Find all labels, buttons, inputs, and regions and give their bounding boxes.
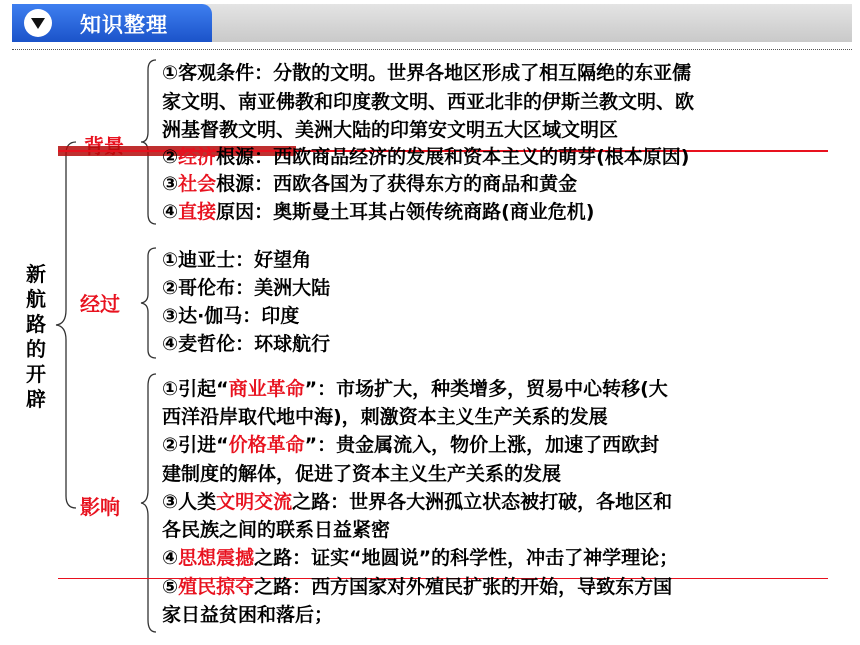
keyword-text: 经济 <box>178 146 217 168</box>
line-text: ”：贵金属流入，物价上涨，加速了西欧封 <box>304 434 660 456</box>
line-text: ⑤ <box>162 576 179 598</box>
line-text: 之路：西方国家对外殖民扩张的开始，导致东方国 <box>254 576 673 598</box>
keyword-text: 价格革命 <box>228 434 305 456</box>
process-line: ①迪亚士：好望角 <box>162 249 312 271</box>
background-line: 洲基督教文明、美洲大陆的印第安文明五大区域文明区 <box>162 119 619 141</box>
line-text: ④ <box>162 201 179 223</box>
line-text: 根源：西欧商品经济的发展和资本主义的萌芽(根本原因) <box>216 146 690 168</box>
vertical-title-char: 辟 <box>26 387 46 411</box>
line-text: ①引起“ <box>162 378 229 400</box>
impact-line: 建制度的解体，促进了资本主义生产关系的发展 <box>162 463 562 485</box>
impact-line <box>162 574 672 600</box>
background-line <box>162 199 594 225</box>
divider <box>12 49 852 50</box>
line-text: ②引进“ <box>162 434 229 456</box>
line-text: 之路：证实“地圆说”的科学性，冲击了神学理论； <box>254 547 679 569</box>
section-label-process: 经过 <box>80 292 120 316</box>
process-brace <box>138 246 160 360</box>
line-text: ③人类 <box>162 491 217 513</box>
line-text: 原因：奥斯曼土耳其占领传统商路(商业危机) <box>216 201 595 223</box>
background-brace <box>138 58 160 226</box>
line-text: 根源：西欧各国为了获得东方的商品和黄金 <box>216 173 578 195</box>
vertical-title-char: 新 <box>26 262 46 286</box>
impact-brace <box>138 372 160 634</box>
keyword-text: 直接 <box>178 201 217 223</box>
keyword-text: 商业革命 <box>228 378 305 400</box>
background-line: 家文明、南亚佛教和印度教文明、西亚北非的伊斯兰教文明、欧 <box>162 91 695 113</box>
impact-line <box>162 432 659 458</box>
impact-line <box>162 489 672 515</box>
triangle-down-icon <box>24 9 52 37</box>
keyword-text: 社会 <box>178 173 217 195</box>
impact-line: 家日益贫困和落后； <box>162 604 334 626</box>
vertical-title-char: 开 <box>26 362 46 386</box>
line-text: 之路：世界各大洲孤立状态被打破，各地区和 <box>292 491 673 513</box>
impact-line <box>162 376 668 402</box>
background-line <box>162 144 689 170</box>
process-line: ③达·伽马：印度 <box>162 305 300 327</box>
vertical-title-char: 的 <box>26 337 46 361</box>
line-text: ③ <box>162 173 179 195</box>
process-line: ②哥伦布：美洲大陆 <box>162 277 331 299</box>
impact-line: 各民族之间的联系日益紧密 <box>162 519 391 541</box>
keyword-text: 思想震撼 <box>178 547 255 569</box>
process-line: ④麦哲伦：环球航行 <box>162 333 331 355</box>
impact-line <box>162 545 678 571</box>
line-text: ④ <box>162 547 179 569</box>
background-line: ①客观条件：分散的文明。世界各地区形成了相互隔绝的东亚儒 <box>162 62 692 84</box>
section-label-impact: 影响 <box>80 495 120 519</box>
keyword-text: 文明交流 <box>216 491 293 513</box>
line-text: ”：市场扩大，种类增多，贸易中心转移(大 <box>304 378 668 400</box>
keyword-text: 殖民掠夺 <box>178 576 255 598</box>
vertical-title-char: 路 <box>26 312 46 336</box>
page-title: 知识整理 <box>80 13 168 37</box>
impact-line: 西洋沿岸取代地中海)，刺激资本主义生产关系的发展 <box>162 406 608 428</box>
vertical-title <box>18 262 54 412</box>
line-text: ② <box>162 146 179 168</box>
vertical-title-char: 航 <box>26 287 46 311</box>
background-line <box>162 171 577 197</box>
main-brace <box>52 140 82 510</box>
